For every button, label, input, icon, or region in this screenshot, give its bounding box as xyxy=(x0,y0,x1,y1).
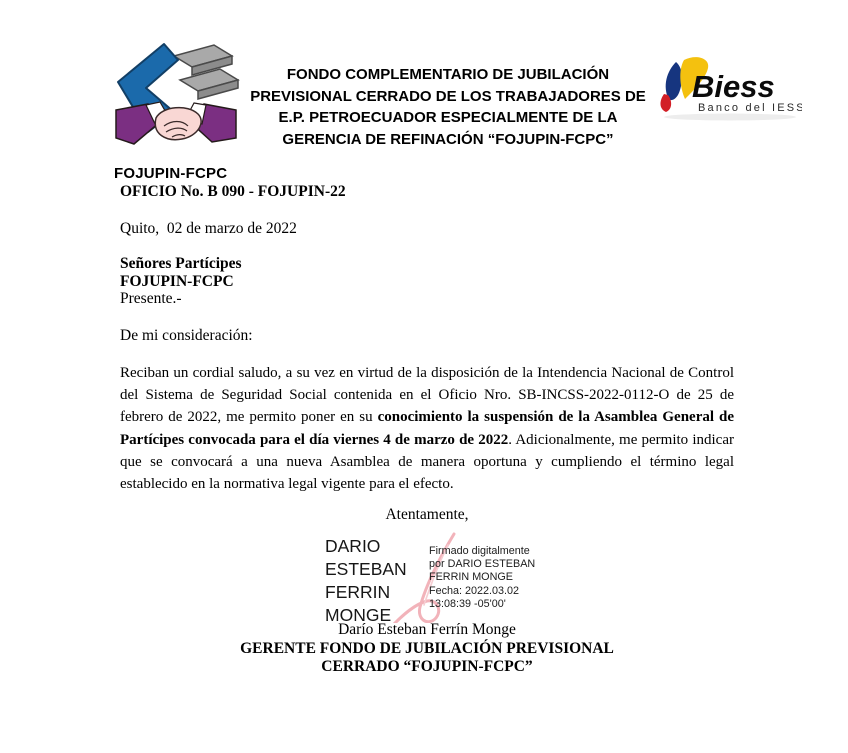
biess-logo-icon xyxy=(650,54,802,122)
digital-signature-name xyxy=(325,535,407,627)
closing-line: Atentamente, xyxy=(385,506,469,523)
letterhead-title-line: E.P. PETROECUADOR ESPECIALMENTE DE LA xyxy=(278,109,618,126)
digital-signature-details-line: Fecha: 2022.03.02 xyxy=(429,584,520,597)
digital-signature-name-line: ESTEBAN xyxy=(325,559,407,579)
digital-signature-name-line: DARIO xyxy=(325,536,381,556)
digital-signature-name-line: MONGE xyxy=(325,605,392,625)
biess-logo-name: Biess xyxy=(692,69,775,104)
digital-signature-details-line: 13:08:39 -05'00' xyxy=(429,597,506,610)
digital-signature-name-line: FERRIN xyxy=(325,582,391,602)
signer-block xyxy=(120,621,734,677)
digital-signature-details-line: Firmado digitalmente xyxy=(429,545,530,557)
biess-logo xyxy=(650,54,802,127)
digital-signature-details-line: por DARIO ESTEBAN xyxy=(429,558,536,571)
recipient-line: Presente.- xyxy=(120,290,182,307)
letterhead-title xyxy=(236,64,660,150)
body-text-regular: . Adicionalmente, me permito indicar que se convocará a una nueva Asamblea de manera oportuna y cumpliendo el término legal establecido en la normativa legal vigente para el efecto. xyxy=(120,431,734,493)
signer-title-line: CERRADO “FOJUPIN-FCPC” xyxy=(321,658,533,675)
recipient-block xyxy=(120,255,242,308)
salutation: De mi consideración: xyxy=(120,327,253,344)
recipient-line: FOJUPIN-FCPC xyxy=(120,272,234,290)
recipient-line: Señores Partícipes xyxy=(120,255,242,272)
digital-signature-details-line: FERRIN MONGE xyxy=(429,571,513,584)
body-text-bold: conocimiento la suspensión de la Asamblea General de Partícipes convocada para el día viernes 4 de marzo de 2022 xyxy=(120,409,734,448)
biess-logo-subtitle: Banco del IESS xyxy=(698,102,802,114)
fojupin-logo-icon xyxy=(114,42,240,156)
fojupin-logo-label: FOJUPIN-FCPC xyxy=(114,165,228,182)
body-text-regular: Reciban un cordial saludo, a su vez en virtud de la disposición de la Intendencia Nacional de Control del Sistema de Seguridad Social contenida en el Oficio Nro. SB-INCSS-2022-0112-O de 25 de febrero de 2022, me permito poner en su xyxy=(120,365,734,426)
letterhead-title-line: GERENCIA DE REFINACIÓN “FOJUPIN-FCPC” xyxy=(282,130,614,148)
oficio-reference: OFICIO No. B 090 - FOJUPIN-22 xyxy=(120,183,346,200)
digital-signature-details xyxy=(429,545,535,611)
signer-title-line: GERENTE FONDO DE JUBILACIÓN PREVISIONAL xyxy=(240,639,614,657)
body-paragraph xyxy=(120,362,734,495)
fojupin-logo xyxy=(114,42,240,182)
letterhead-title-line: FONDO COMPLEMENTARIO DE JUBILACIÓN xyxy=(286,66,610,83)
letterhead-title-line: PREVISIONAL CERRADO DE LOS TRABAJADORES DE xyxy=(250,87,646,105)
date-line: Quito, 02 de marzo de 2022 xyxy=(120,220,297,237)
signer-name: Darío Esteban Ferrín Monge xyxy=(338,621,516,638)
